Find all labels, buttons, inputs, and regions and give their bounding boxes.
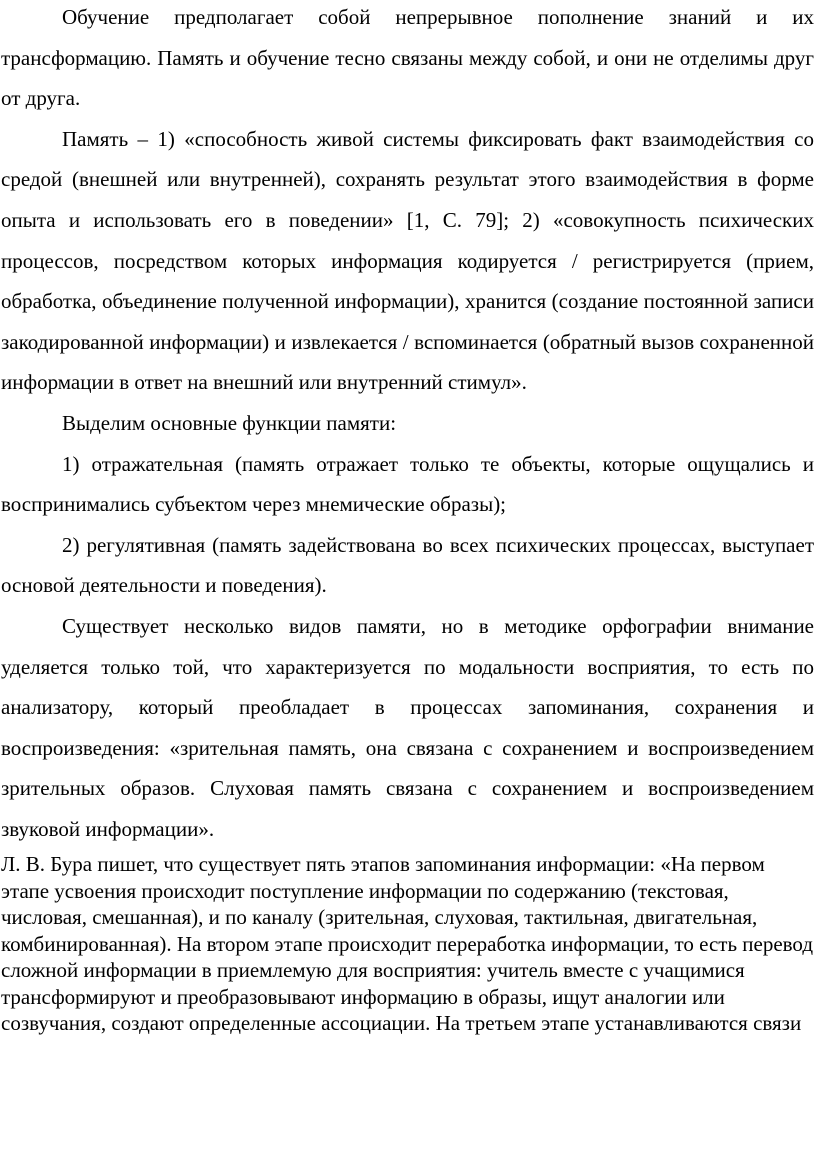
paragraph-bura-stages: Л. В. Бура пишет, что существует пять этапов запоминания информации: «На первом этапе усвоения происходит поступление информации по содержанию (текстовая, числовая, смешанная), и по каналу (зрительная, слуховая, тактильная, двигательная, комбинированная). На втором этапе происходит переработка информации, то есть перевод сложной информации в приемлемую для восприятия: учитель вместе с учащимися трансформируют и преобразовывают информацию в образы, ищут аналогии или созвучания, создают определенные ассоциации. На третьем этапе устанавливаются связи [1,852,814,1035]
paragraph-memory-functions-intro: Выделим основные функции памяти: [62,410,397,435]
paragraph-function-reflective: 1) отражательная (память отражает только те объекты, которые ощущались и воспринимались субъектом через мнемические образы); [1,451,814,517]
paragraph-function-regulative: 2) регулятивная (память задействована во всех психических процессах, выступает основой деятельности и поведения). [1,532,814,598]
paragraph-learning: Обучение предполагает собой непрерывное пополнение знаний и их трансформацию. Память и обучение тесно связаны между собой, и они не отделимы друг от друга. [1,5,814,111]
paragraph-memory-types: Существует несколько видов памяти, но в методике орфографии внимание уделяется только той, что характеризуется по модальности восприятия, то есть по анализатору, который преобладает в процессах запоминания, сохранения и воспроизведения: «зрительная память, она связана с сохранением и воспроизведением зрительных образов. Слуховая память связана с сохранением и воспроизведением звуковой информации». [1,613,814,841]
paragraph-memory-definition: Память – 1) «способность живой системы фиксировать факт взаимодействия со средой (внешней или внутренней), сохранять результат этого взаимодействия в форме опыта и использовать его в поведении» [1, С. 79]; 2) «совокупность психических процессов, посредством которых информация кодируется / регистрируется (прием, обработка, объединение полученной информации), хранится (создание постоянной записи закодированной информации) и извлекается / вспоминается (обратный вызов сохраненной информации в ответ на внешний или внутренний стимул». [1,126,814,395]
